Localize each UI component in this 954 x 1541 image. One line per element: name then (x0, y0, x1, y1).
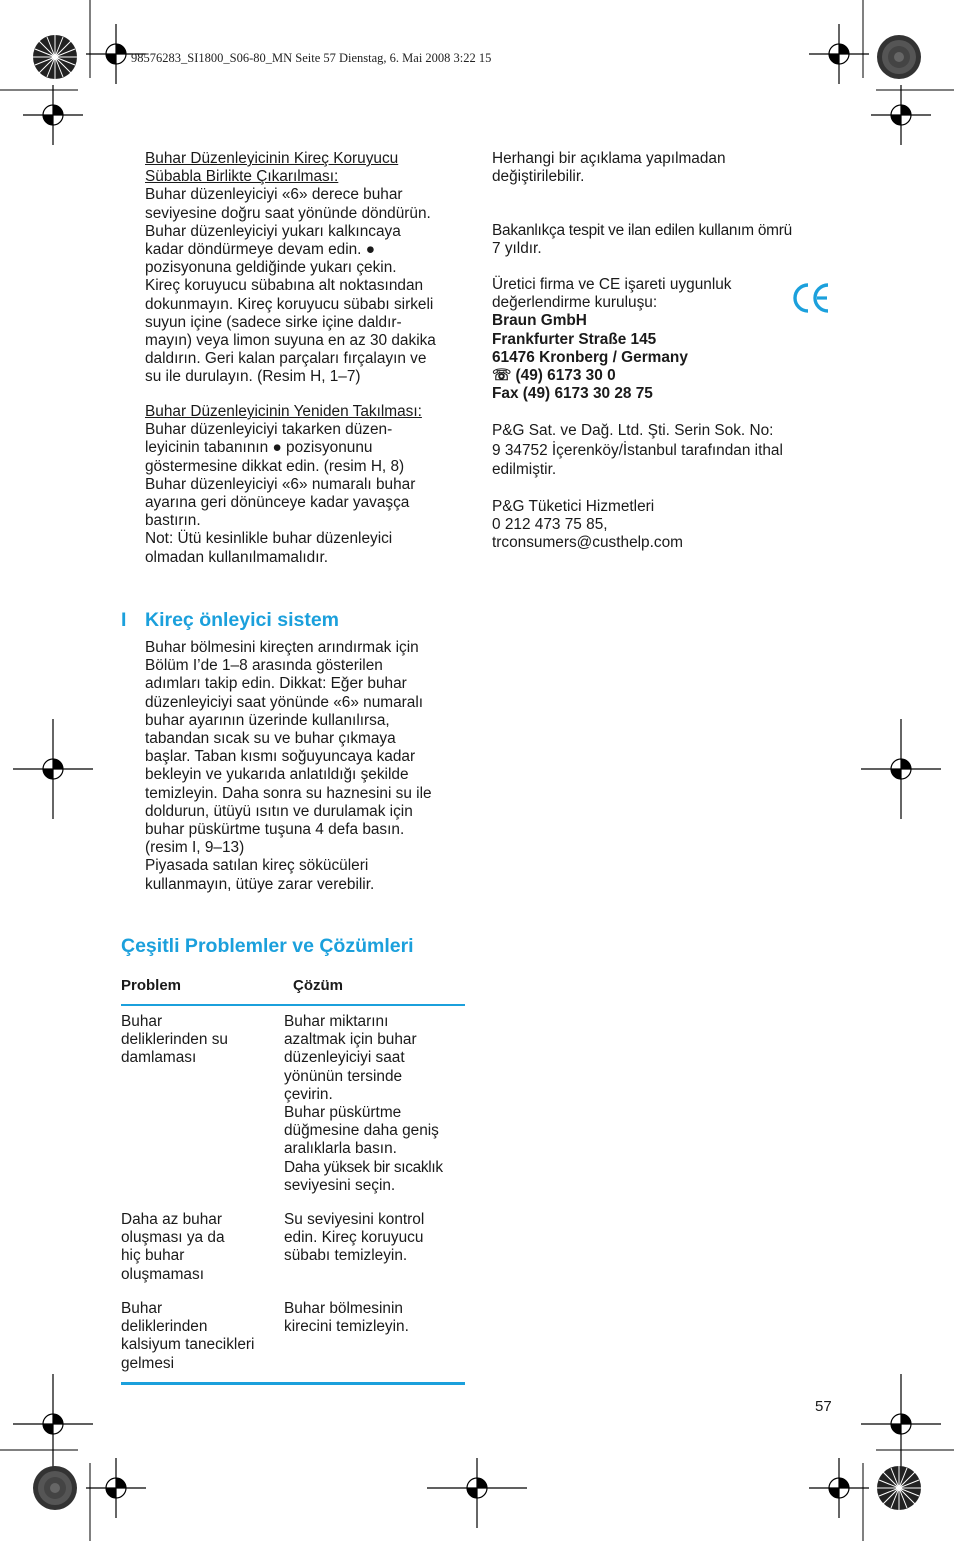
body-line: Buhar düzenleyiciyi «6» derece buhar (145, 186, 403, 204)
body-line: bastırın. (145, 512, 201, 530)
body-line: olmadan kullanılmamalıdır. (145, 548, 329, 566)
importer-block: P&G Sat. ve Dağ. Ltd. Şti. Serin Sok. No: 9 34752 İçerenköy/İstanbul tarafından ithal edilmiştir. (492, 422, 783, 478)
section-steam-regulator-removal (145, 150, 465, 387)
table-header-solution: Çözüm (293, 977, 343, 994)
registration-mark-left-lower (13, 1374, 93, 1474)
body-line: başlar. Taban kısmı soğuyuncaya kadar (145, 748, 416, 766)
notice-block: Herhangi bir açıklama yapılmadan değiştirilebilir. (492, 150, 726, 186)
ce-mark-icon (790, 280, 832, 316)
lifetime-block: Bakanlıkça tespit ve ilan edilen kullanım ömrü 7 yıldır. (492, 222, 792, 258)
body-line: bekleyin ve yukarıda anlatıldığı şekilde (145, 766, 409, 784)
section-title-troubleshooting: Çeşitli Problemler ve Çözümleri (121, 935, 414, 957)
section-steam-regulator-reinstall (145, 403, 465, 567)
section-title-limescale: Kireç önleyici sistem (145, 609, 340, 631)
section-heading: Sübabla Birlikte Çıkarılması: (145, 168, 339, 186)
table-row-1-solution: Buhar miktarını azaltmak için buhar düzenleyiciyi saat yönünün tersinde çevirin. Buhar püskürtme düğmesine daha geniş aralıklarla basın. Daha yüksek bir sıcaklık seviyesini seçin. (284, 1013, 443, 1194)
body-line: Not: Ütü kesinlikle buhar düzenleyici (145, 530, 393, 548)
registration-mark-right-lower (861, 1374, 941, 1474)
registration-mark-top-right (809, 14, 869, 94)
body-line: düzenleyiciyi saat yönünde «6» numaralı (145, 693, 424, 711)
starburst-target-bottom-left (30, 1463, 80, 1513)
body-line: tabandan sıcak su ve buhar çıkmaya (145, 730, 396, 748)
body-line: temizleyin. Daha sonra su haznesini su ile (145, 784, 432, 802)
table-row-3-problem: Buhar deliklerinden kalsiyum tanecikleri gelmesi (121, 1300, 255, 1372)
table-row-1-problem: Buhar deliklerinden su damlaması (121, 1013, 228, 1067)
table-header-rule (121, 1004, 465, 1006)
body-line: Buhar düzenleyiciyi takarken düzen- (145, 421, 393, 439)
print-job-header: 98576283_SI1800_S06-80_MN Seite 57 Dienstag, 6. Mai 2008 3:22 15 (131, 51, 492, 65)
section-heading: Buhar Düzenleyicinin Kireç Koruyucu (145, 150, 399, 167)
table-header-problem: Problem (121, 977, 182, 994)
body-line: kullanmayın, ütüye zarar verebilir. (145, 875, 375, 893)
body-line: dokunmayın. Kireç koruyucu sübabı sirkeli (145, 295, 434, 313)
section-letter: I (121, 609, 127, 631)
body-line: Buhar düzenleyiciyi «6» numaralı buhar (145, 475, 416, 493)
registration-mark-left-middle (13, 719, 93, 819)
body-line: Kireç koruyucu sübabına alt noktasından (145, 277, 424, 295)
body-line: adımları takip edin. Dikkat: Eğer buhar (145, 675, 407, 693)
body-line: Piyasada satılan kireç sökücüleri (145, 857, 369, 875)
starburst-target-bottom-right (874, 1463, 924, 1513)
section-heading: Buhar Düzenleyicinin Yeniden Takılması: (145, 403, 422, 420)
service-block: P&G Tüketici Hizmetleri 0 212 473 75 85, trconsumers@custhelp.com (492, 498, 683, 552)
body-line: seviyesine doğru saat yönünde döndürün. (145, 204, 431, 222)
table-bottom-rule (121, 1382, 465, 1385)
body-line: Buhar bölmesini kireçten arındırmak için (145, 639, 419, 656)
body-line: buhar ayarının üzerinde kullanılırsa, (145, 711, 390, 729)
body-line: Bölüm I’de 1–8 arasında gösterilen (145, 657, 383, 675)
body-line: pozisyonuna geldiğinde yukarı çekin. (145, 259, 397, 277)
page-number: 57 (815, 1398, 832, 1415)
registration-mark-bottom-left (86, 1448, 146, 1528)
starburst-target-top-right (874, 32, 924, 82)
body-line: buhar püskürtme tuşuna 4 defa basın. (145, 821, 405, 839)
body-line: mayın) veya limon suyuna en az 30 dakika (145, 332, 436, 350)
registration-mark-right-middle (861, 719, 941, 819)
registration-mark-bottom-center (427, 1448, 527, 1528)
table-row-2-problem: Daha az buhar oluşması ya da hiç buhar oluşmaması (121, 1211, 225, 1283)
manufacturer-block: Üretici firma ve CE işareti uygunluk değerlendirme kuruluşu: Braun GmbH Frankfurter Straße 145 61476 Kronberg / Germany ☏ (49) 6173 30 0 Fax (49) 6173 30 28 75 (492, 276, 732, 403)
section-limescale-body (145, 639, 465, 894)
body-line: göstermesine dikkat edin. (resim H, 8) (145, 457, 405, 475)
body-line: leyicinin tabanının ● pozisyonunu (145, 439, 373, 457)
starburst-target-top-left (30, 32, 80, 82)
body-line: daldırın. Geri kalan parçaları fırçalayın ve (145, 350, 427, 368)
body-line: Buhar düzenleyiciyi yukarı kalkıncaya (145, 222, 401, 240)
table-row-3-solution: Buhar bölmesinin kirecini temizleyin. (284, 1300, 409, 1336)
body-line: su ile durulayın. (Resim H, 1–7) (145, 368, 361, 386)
table-row-2-solution: Su seviyesini kontrol edin. Kireç koruyucu sübabı temizleyin. (284, 1211, 425, 1265)
body-line: (resim I, 9–13) (145, 839, 245, 857)
body-line: kadar döndürmeye devam edin. ● (145, 241, 376, 259)
body-line: suyun içine (sadece sirke içine daldır- (145, 313, 402, 331)
body-line: doldurun, ütüyü ısıtın ve durulamak için (145, 802, 413, 820)
registration-mark-right-upper (861, 85, 941, 145)
registration-mark-bottom-right (809, 1448, 869, 1528)
registration-mark-left-upper (13, 85, 93, 145)
body-line: ayarına geri dönünceye kadar yavaşça (145, 494, 410, 512)
